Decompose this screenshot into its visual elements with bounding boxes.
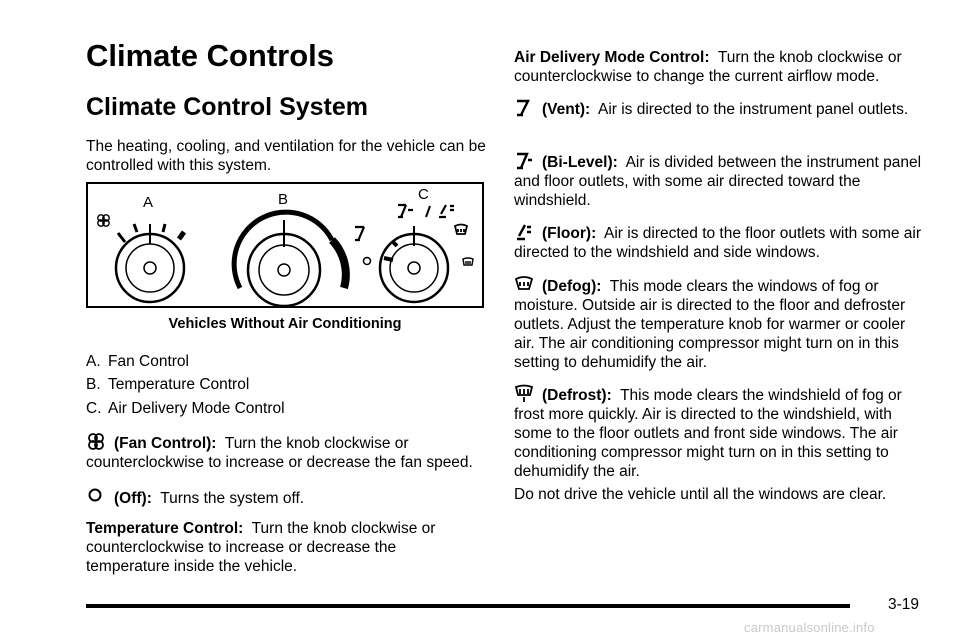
label-a: A	[143, 194, 154, 211]
floor-mode-icon	[439, 205, 454, 217]
air-delivery-knob	[380, 206, 448, 302]
off-icon	[86, 487, 108, 507]
floor-icon	[514, 222, 536, 242]
section-title: Climate Control System	[86, 93, 369, 121]
climate-control-diagram	[86, 182, 484, 308]
defrost-mode-icon	[463, 258, 473, 265]
bi-level-mode-icon	[398, 205, 413, 217]
vent-paragraph: (Vent): Air is directed to the instrument panel outlets.	[514, 98, 924, 119]
defog-icon	[514, 275, 536, 295]
closing-paragraph: Do not drive the vehicle until all the windows are clear.	[514, 486, 887, 503]
legend-item-c: C. Air Delivery Mode Control	[86, 400, 285, 417]
defog-mode-icon	[455, 225, 467, 235]
temperature-knob	[234, 212, 346, 306]
off-paragraph: (Off): Turns the system off.	[86, 487, 496, 508]
label-c: C	[418, 186, 429, 203]
air-delivery-paragraph: Air Delivery Mode Control: Turn the knob clockwise or counterclockwise to change the current airflow mode.	[514, 49, 902, 85]
vent-icon	[514, 98, 536, 118]
floor-paragraph: (Floor): Air is directed to the floor outlets with some air directed to the windshield and side windows.	[514, 222, 934, 262]
bi-level-icon	[514, 151, 536, 171]
bi-level-paragraph: (Bi-Level): Air is divided between the instrument panel and floor outlets, with some air directed toward the windshield.	[514, 151, 934, 210]
label-b: B	[278, 191, 289, 208]
fan-control-paragraph: (Fan Control): Turn the knob clockwise or counterclockwise to increase or decrease the fan speed.	[86, 432, 496, 472]
vent-mode-icon	[355, 227, 364, 241]
diagram-caption: Vehicles Without Air Conditioning	[168, 316, 402, 332]
fan-knob	[116, 224, 184, 302]
legend-item-b: B. Temperature Control	[86, 376, 250, 393]
page-number: 3-19	[888, 596, 920, 613]
temperature-control-paragraph: Temperature Control: Turn the knob clockwise or counterclockwise to increase or decrease the temperature inside the vehicle.	[86, 520, 436, 575]
footer-rule	[86, 604, 850, 608]
page-title: Climate Controls	[86, 38, 335, 73]
legend-item-a: A. Fan Control	[86, 353, 189, 370]
defog-paragraph: (Defog): This mode clears the windows of fog or moisture. Outside air is directed to the floor and defroster outlets. Adjust the temperature knob for warmer or cooler air. The air conditioning compressor might turn on in this setting to dehumidify the air.	[514, 275, 924, 372]
defrost-icon	[514, 384, 536, 404]
fan-icon	[86, 432, 108, 452]
watermark: carmanualsonline.info	[744, 620, 875, 635]
intro-paragraph: The heating, cooling, and ventilation for the vehicle can be controlled with this system.	[86, 138, 486, 174]
off-mode-icon	[364, 258, 371, 265]
fan-icon	[98, 215, 109, 226]
defrost-paragraph: (Defrost): This mode clears the windshield of fog or frost more quickly. Air is directed to the windshield, with some to the floor outlets and front side windows. The air conditioning compressor might turn on in this setting to dehumidify the air.	[514, 384, 924, 481]
